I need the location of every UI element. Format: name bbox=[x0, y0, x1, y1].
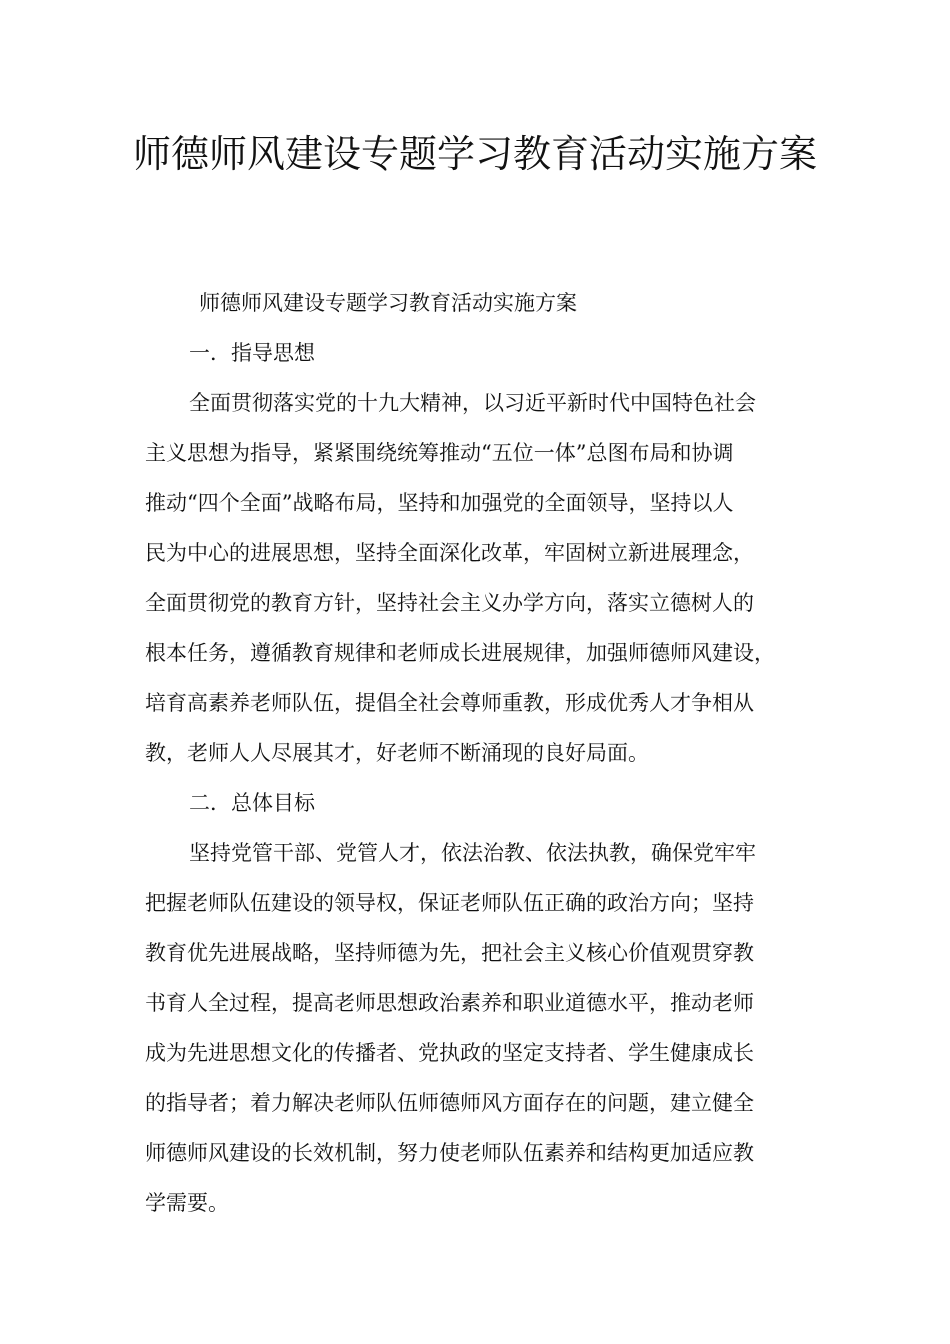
paragraph-line: 民为中心的进展思想，坚持全面深化改革，牢固树立新进展理念， bbox=[145, 541, 754, 565]
paragraph-line: 的指导者；着力解决老师队伍师德师风方面存在的问题，建立健全 bbox=[145, 1091, 754, 1115]
paragraph-line: 学需要。 bbox=[145, 1191, 229, 1215]
paragraph-line: 培育高素养老师队伍，提倡全社会尊师重教，形成优秀人才争相从 bbox=[145, 691, 754, 715]
paragraph-line: 教育优先进展战略，坚持师德为先，把社会主义核心价值观贯穿教 bbox=[145, 941, 754, 965]
paragraph-line: 书育人全过程，提高老师思想政治素养和职业道德水平，推动老师 bbox=[145, 991, 754, 1015]
section-heading-guiding-ideology: 一．指导思想 bbox=[189, 341, 315, 365]
paragraph-line: 把握老师队伍建设的领导权，保证老师队伍正确的政治方向；坚持 bbox=[145, 891, 754, 915]
paragraph-line: 师德师风建设的长效机制，努力使老师队伍素养和结构更加适应教 bbox=[145, 1141, 754, 1165]
document-subtitle: 师德师风建设专题学习教育活动实施方案 bbox=[199, 291, 577, 315]
paragraph-line: 坚持党管干部、党管人才，依法治教、依法执教，确保党牢牢 bbox=[189, 841, 756, 865]
paragraph-line: 教，老师人人尽展其才，好老师不断涌现的良好局面。 bbox=[145, 741, 649, 765]
paragraph-line: 全面贯彻党的教育方针，坚持社会主义办学方向，落实立德树人的 bbox=[145, 591, 754, 615]
document-title: 师德师风建设专题学习教育活动实施方案 bbox=[132, 132, 817, 176]
paragraph-line: 全面贯彻落实党的十九大精神，以习近平新时代中国特色社会 bbox=[189, 391, 756, 415]
paragraph-line: 主义思想为指导，紧紧围绕统筹推动“五位一体”总图布局和协调 bbox=[145, 441, 734, 465]
paragraph-line: 推动“四个全面”战略布局，坚持和加强党的全面领导，坚持以人 bbox=[145, 491, 734, 515]
section-heading-overall-goals: 二．总体目标 bbox=[189, 791, 315, 815]
document-body bbox=[145, 278, 825, 1228]
paragraph-line: 成为先进思想文化的传播者、党执政的坚定支持者、学生健康成长 bbox=[145, 1041, 754, 1065]
paragraph-line: 根本任务，遵循教育规律和老师成长进展规律，加强师德师风建设， bbox=[145, 641, 775, 665]
